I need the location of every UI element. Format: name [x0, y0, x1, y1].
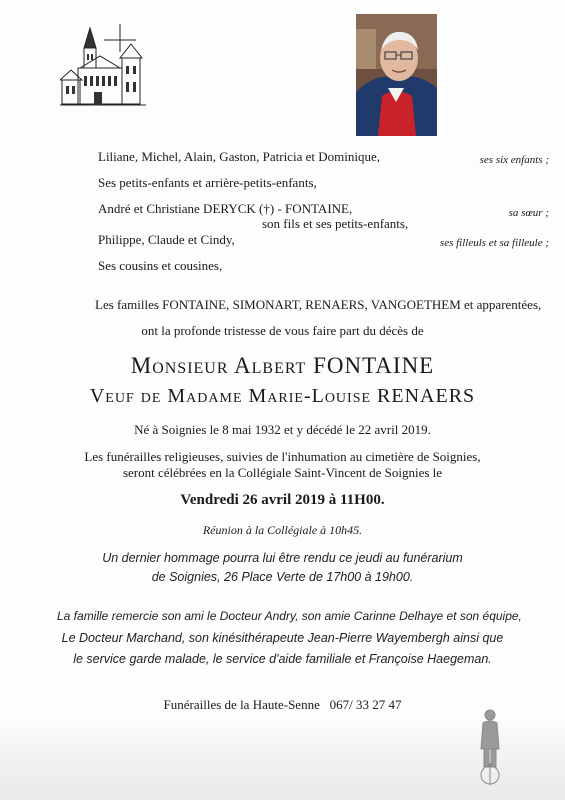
- church-illustration: [60, 22, 148, 108]
- cyclist-silhouette: [470, 705, 510, 790]
- funeral-home-line: Funérailles de la Haute-Senne 067/ 33 27 47: [163, 697, 402, 712]
- relation-godchildren: ses filleuls et sa filleule ;: [439, 237, 549, 249]
- birth-death-line: Né à Soignies le 8 mai 1932 et y décédé le 22 avril 2019.: [134, 422, 431, 437]
- family-children: Liliane, Michel, Alain, Gaston, Patricia et Dominique,: [98, 149, 380, 164]
- tribute-line-2: de Soignies, 26 Place Verte de 17h00 à 19h00.: [151, 570, 414, 584]
- meeting-line: Réunion à la Collégiale à 10h45.: [202, 523, 363, 537]
- funeral-date: Vendredi 26 avril 2019 à 11H00.: [180, 492, 385, 508]
- thanks-line-3: le service garde malade, le service d'aide familiale et Françoise Haegeman.: [73, 652, 492, 666]
- family-grandchildren: Ses petits-enfants et arrière-petits-enfants,: [98, 175, 317, 190]
- relation-sister: sa sœur ;: [508, 207, 549, 219]
- deceased-name: Monsieur Albert FONTAINE: [130, 353, 435, 378]
- family-cousins: Ses cousins et cousines,: [98, 258, 223, 273]
- thanks-line-1: La famille remercie son ami le Docteur Andry, son amie Carinne Delhaye et son équipe,: [57, 609, 522, 623]
- thanks-line-2: Le Docteur Marchand, son kinésithérapeute Jean-Pierre Wayembergh ainsi que: [61, 631, 504, 645]
- family-nephew: son fils et ses petits-enfants,: [262, 216, 409, 231]
- tribute-line-1: Un dernier hommage pourra lui être rendu ce jeudi au funérarium: [102, 551, 463, 565]
- funeral-line-1: Les funérailles religieuses, suivies de l'inhumation au cimetière de Soignies,: [84, 449, 481, 464]
- family-sister: André et Christiane DERYCK (†) - FONTAINE,: [98, 201, 353, 216]
- widow-line: Veuf de Madame Marie-Louise RENAERS: [89, 385, 476, 407]
- relation-children: ses six enfants ;: [479, 154, 549, 166]
- families-line: Les familles FONTAINE, SIMONART, RENAERS, VANGOETHEM et apparentées,: [95, 297, 542, 312]
- funeral-line-2: seront célébrées en la Collégiale Saint-Vincent de Soignies le: [122, 465, 443, 480]
- sorrow-line: ont la profonde tristesse de vous faire part du décès de: [141, 323, 424, 338]
- portrait-photo: [356, 14, 437, 136]
- family-godchildren: Philippe, Claude et Cindy,: [98, 232, 235, 247]
